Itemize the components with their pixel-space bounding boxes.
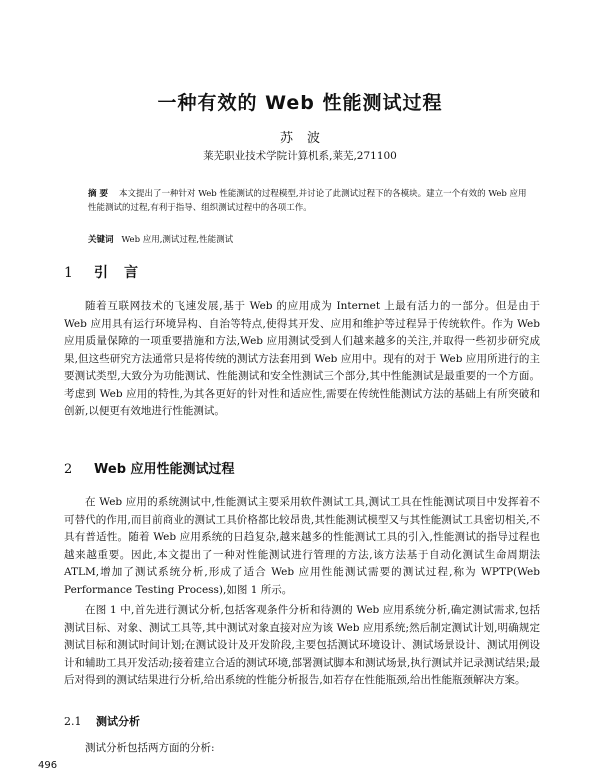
keywords-label: 关键词: [88, 235, 114, 245]
subsection-title: 测试分析: [96, 715, 140, 728]
keywords-text: Web 应用,测试过程,性能测试: [121, 235, 234, 245]
paragraph-section2-second: 在图 1 中,首先进行测试分析,包括客观条件分析和待测的 Web 应用系统分析,确定测试需求,包括测试目标、对象、测试工具等,其中测试对象直接对应为该 Web 应用系统;然后制定测试计划,明确规定测试目标和测试时间计划;在测试设计及开发阶段,主要包括测试环境设计、测试场景设计、测试用例设计和辅助工具开发活动;接着建立合适的测试环境,部署测试脚本和测试场景,执行测试并记录测试结果;最后对得到的测试结果进行分析,给出系统的性能分析报告,如若存在性能瓶颈,给出性能瓶颈解决方案。: [64, 604, 540, 686]
author-name: 苏波: [279, 131, 334, 146]
section-title: Web 应用性能测试过程: [94, 462, 235, 477]
section-title: 引言: [94, 265, 154, 281]
section-heading-web-performance-process: [64, 458, 235, 477]
abstract-text: 本文提出了一种针对 Web 性能测试的过程模型,并讨论了此测试过程下的各模块。建立一个有效的 Web 应用性能测试的过程,有利于指导、组织测试过程中的各项工作。: [88, 189, 527, 213]
section-heading-introduction: [64, 262, 154, 282]
abstract: [88, 187, 528, 215]
paragraph-section2-first: 在 Web 应用的系统测试中,性能测试主要采用软件测试工具,测试工具在性能测试项目中发挥着不可替代的作用,而目前商业的测试工具价格都比较昂贵,其性能测试模型又与其性能测试工具密切相关,不具有普适性。随着 Web 应用系统的日趋复杂,越来越多的性能测试工具的引入,性能测试的指导过程也越来越重要。因此,本文提出了一种对性能测试进行管理的方法,该方法基于自动化测试生命周期法 ATLM,增加了测试系统分析,形成了适合 Web 应用性能测试需要的测试过程,称为 WPTP(Web Performance Testing Process),如图 1 所示。: [64, 496, 540, 596]
paragraph-test-analysis: 测试分析包括两方面的分析:: [85, 742, 215, 754]
section-number: 1: [64, 265, 73, 281]
subsection-number: 2.1: [64, 715, 82, 728]
page-number: 496: [38, 760, 58, 771]
section-number: 2: [64, 462, 73, 477]
subsection-heading-test-analysis: [64, 713, 140, 729]
abstract-label: 摘要: [88, 189, 112, 199]
paragraph-introduction: 随着互联网技术的飞速发展,基于 Web 的应用成为 Internet 上最有活力的一部分。但是由于 Web 应用具有运行环境异构、自治等特点,使得其开发、应用和维护等过程异于传统软件。作为 Web 应用质量保障的一项重要措施和方法,Web 应用测试受到人们越来越多的关注,并取得一些初步研究成果,但这些研究方法通常只是将传统的测试方法套用到 Web 应用中。现有的对于 Web 应用所进行的主要测试类型,大致分为功能测试、性能测试和安全性测试三个部分,其中性能测试是最重要的一个方面。考虑到 Web 应用的特性,为其各更好的针对性和适应性,需要在传统性能测试方法的基础上有所突破和创新,以便更有效地进行性能测试。: [64, 300, 540, 417]
author-affiliation: 莱芜职业技术学院计算机系,莱芜,271100: [203, 150, 397, 162]
paper-title: 一种有效的 Web 性能测试过程: [157, 92, 443, 114]
keywords: [88, 233, 528, 245]
